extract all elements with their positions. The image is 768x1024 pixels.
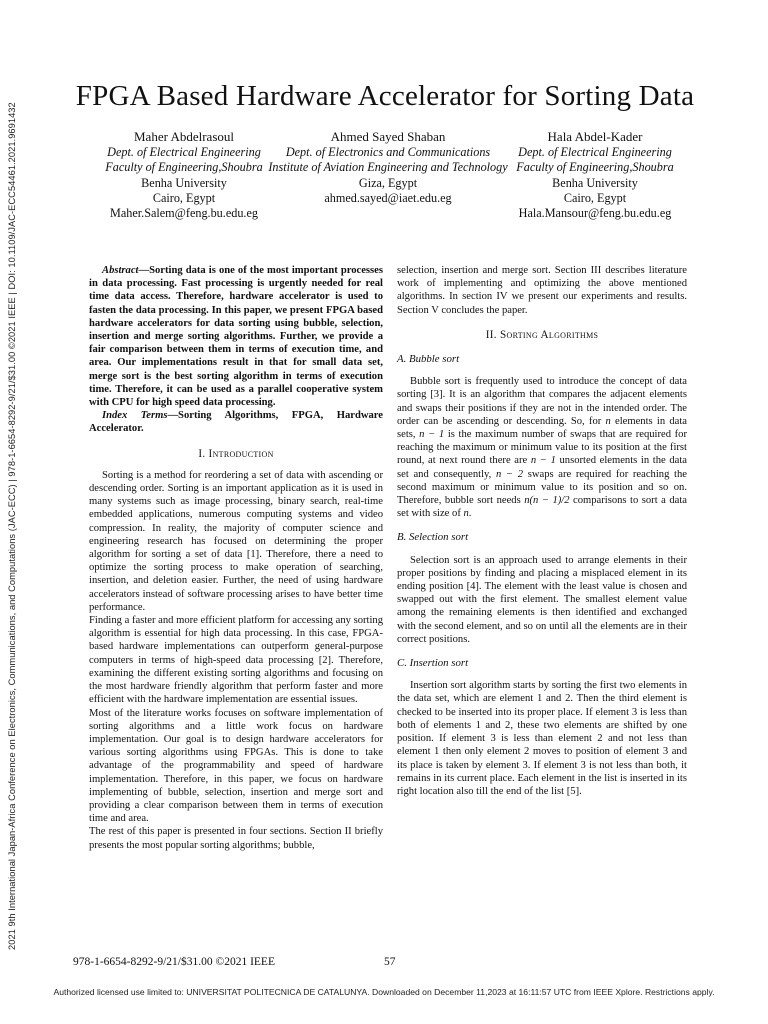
author-name: Ahmed Sayed Shaban [330, 129, 446, 144]
author-name: Maher Abdelrasoul [133, 129, 234, 144]
author-email: ahmed.sayed@iaet.edu.eg [324, 190, 452, 205]
intro-paragraph: The rest of this paper is presented in four sections. Section II briefly presents the most popular sorting algorithms; bubble, [89, 826, 383, 851]
index-terms [89, 409, 383, 435]
abstract-label: Abstract [102, 265, 139, 276]
section-heading-sorting-algorithms: II. Sorting Algorithms [485, 328, 599, 341]
index-terms-label: Index Terms [102, 410, 168, 422]
author-city: Cairo, Egypt [563, 190, 627, 205]
subsection-heading-insertion-sort: C. Insertion sort [397, 657, 469, 670]
author-faculty: Faculty of Engineering,Shoubra [516, 160, 674, 175]
author-email: Maher.Salem@feng.bu.edu.eg [110, 206, 258, 221]
author-faculty: Faculty of Engineering,Shoubra [105, 160, 263, 175]
insertion-sort-paragraph: Insertion sort algorithm starts by sorting the first two elements in the data set, which are element 1 and 2. Then the third element is checked to be inserted into its proper place. If element 3 is less than both of elements 1 and 2, these two elements are shifted by one position. If element 3 is less than element 2 and not less than element 1 then only element 2 moves to position of element 3 and its place is taken by element 3. If element 3 is not less than both, it remains in its current place. Each element in the list is inserted in its right location also till the end of the list [5]. [397, 680, 687, 797]
author-university: Benha University [141, 175, 227, 190]
selection-sort-paragraph: Selection sort is an approach used to arrange elements in their proper positions by finding and placing a misplaced element in its ending position [4]. The element with the least value is chosen and swapped out with the first element. The smallest element value among the remaining elements is then identified and exchanged with the second element, and so on until all the elements are in their correct positions. [397, 554, 687, 645]
author-university: Benha University [552, 175, 638, 190]
author-block-2 [268, 129, 508, 206]
side-identifier [6, 20, 20, 950]
page-number: 57 [384, 956, 396, 968]
intro-paragraph: Finding a faster and more efficient platform for accessing any sorting algorithm is essential for high data processing. In this case, FPGA-based hardware implementations can outperform general-purpose computers in terms of high-speed data processing [2]. Therefore, examining the different existing sorting algorithms and focusing on the most hardware friendly algorithm that perform faster and more efficient with the hardware implementation are essential issues. [89, 615, 383, 706]
download-notice: Authorized licensed use limited to: UNIVERSITAT POLITECNICA DE CATALUNYA. Downloaded on December 11,2023 at 16:11:57 UTC from IEEE Xplore. Restrictions apply. [53, 987, 715, 997]
author-block-3 [500, 129, 690, 221]
author-email: Hala.Mansour@feng.bu.edu.eg [518, 206, 672, 221]
author-name: Hala Abdel-Kader [547, 129, 643, 144]
author-dept: Dept. of Electrical Engineering [518, 145, 672, 160]
footer-isbn: 978-1-6654-8292-9/21/$31.00 ©2021 IEEE [73, 956, 275, 968]
author-city: Giza, Egypt [358, 175, 418, 190]
abstract-text: —Sorting data is one of the most important processes in data processing. Fast processing is urgently needed for real time data access. Therefore, hardware accelerator is used to fasten the data processing. In this paper, we present FPGA based hardware accelerators for data sorting using bubble, selection, insertion and merge sorting algorithms. Further, we provide a fair comparison between them in terms of execution time, and area. Our implementations result in that for small data set, merge sort is the best sorting algorithm in terms of execution time. Therefore, it can be used as a parallel cooperative system with CPU for high speed data processing. [89, 265, 383, 409]
intro-paragraph: Most of the literature works focuses on software implementation of sorting algorithms and a little work focus on hardware implementation. Our goal is to design hardware accelerators for various sorting algorithms using FPGAs. This is done to take advantage of the programmability and speed of hardware implementation. Therefore, in this paper, we focus on hardware implementing of bubble, selection, insertion and merge sort and providing a clear comparison between them in terms of execution time and area. [89, 707, 383, 825]
author-dept: Dept. of Electrical Engineering [107, 145, 261, 160]
intro-paragraph: Sorting is a method for reordering a set of data with ascending or descending order. Sorting is an important application as it is used in many systems such as image processing, binary search, real-time embedded applications, numerous computing systems and video compression. In reality, the majority of computer science and engineering research has focused on determining the proper algorithm for sorting a set of data [1]. Therefore, there a need to optimize the sorting process to make operation of searching, insertion, and deletion easier. Further, the need of using hardware accelerators instead of software processing arises to have better time performance. [89, 469, 383, 613]
author-city: Cairo, Egypt [152, 190, 216, 205]
author-block-1 [85, 129, 283, 221]
index-terms-text: —Sorting Algorithms, FPGA, Hardware Accelerator. [89, 410, 383, 435]
left-column [89, 264, 383, 852]
author-dept: Dept. of Electronics and Communications [285, 145, 491, 160]
abstract [89, 264, 383, 409]
paper-title: FPGA Based Hardware Accelerator for Sorting Data [75, 80, 695, 112]
roadmap-paragraph: selection, insertion and merge sort. Section III describes literature work of implementing and optimizing the above mentioned algorithms. In section IV we present our experiments and results. Section V concludes the paper. [397, 265, 687, 316]
side-identifier-text: 2021 9th International Japan-Africa Conference on Electronics, Communications, and Computations (JAC-ECC) | 978-1-6654-8292-9/21/$31.00 ©2021 IEEE | DOI: 10.1109/JAC-ECC54461.2021.9691432 [7, 102, 17, 950]
subsection-heading-selection-sort: B. Selection sort [397, 531, 469, 544]
right-column [397, 264, 687, 798]
author-faculty: Institute of Aviation Engineering and Technology [268, 160, 508, 175]
subsection-heading-bubble-sort: A. Bubble sort [397, 353, 460, 366]
section-heading-introduction: I. Introduction [198, 447, 274, 460]
bubble-sort-paragraph: Bubble sort is frequently used to introduce the concept of data sorting [3]. It is an algorithm that compares the adjacent elements and swaps their positions if they are not in the intended order. The order can be ascending or descending. So, for n elements in data sets, n − 1 is the maximum number of swaps that are required for reaching the maximum or minimum value to its position at the first round, at next round there are n − 1 unsorted elements in the data set and consequently, n − 2 swaps are required for reaching the second maximum or minimum value to its position and so on. Therefore, bubble sort needs n(n − 1)/2 comparisons to sort a data set with size of n. [397, 376, 688, 520]
